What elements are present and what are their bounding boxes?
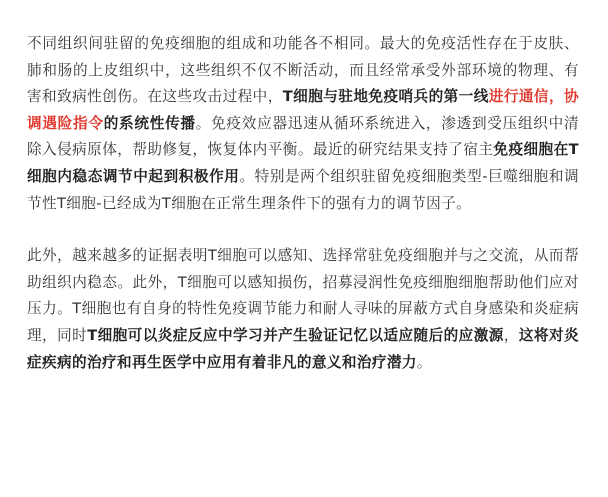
p1-bold-1: T细胞与驻地免疫哨兵的第一线 bbox=[282, 88, 489, 106]
paragraph-1 bbox=[27, 31, 579, 217]
p1-text-2: 。免疫效应器迅速从循环系统进入，渗透到受压组织中清除入侵病原体，帮助修复，恢复体内平衡。最近的研究结果支持了宿主 bbox=[27, 114, 579, 159]
p1-text-1: 不同组织间驻留的免疫细胞的组成和功能各不相同。最大的免疫活性存在于皮肤、肺和肠的上皮组织中，这些组织不仅不断活动，而且经常承受外部环境的物理、有害和致病性创伤。在这些攻击过程中， bbox=[27, 35, 579, 106]
p2-text-2: ， bbox=[503, 326, 519, 344]
p1-red-highlight: 进行通信，协调遇险指令 bbox=[27, 88, 580, 132]
p1-bold-3: 免疫细胞在T细胞内稳态调节中起到积极作用 bbox=[27, 141, 580, 185]
p1-bold-2: 的系统性传播 bbox=[103, 114, 196, 132]
paragraph-2 bbox=[27, 243, 579, 376]
p2-text-3: 。 bbox=[416, 353, 432, 371]
p2-text-1: 此外，越来越多的证据表明T细胞可以感知、选择常驻免疫细胞并与之交流，从而帮助组织内稳态。此外，T细胞可以感知损伤，招募浸润性免疫细胞细胞帮助他们应对压力。T细胞也有自身的特性免疫调节能力和耐人寻味的屏蔽方式自身感染和炎症病理，同时 bbox=[27, 247, 579, 344]
p2-bold-2: 这将对炎症疾病的治疗和再生医学中应用有着非凡的意义和治疗潜力 bbox=[27, 326, 579, 371]
p1-text-3: 。特别是两个组织驻留免疫细胞类型-巨噬细胞和调节性T细胞-已经成为T细胞在正常生理条件下的强有力的调节因子。 bbox=[27, 167, 580, 212]
p2-bold-1: T细胞可以炎症反应中学习并产生验证记忆以适应随后的应激源 bbox=[87, 326, 504, 344]
article-body bbox=[27, 31, 579, 376]
